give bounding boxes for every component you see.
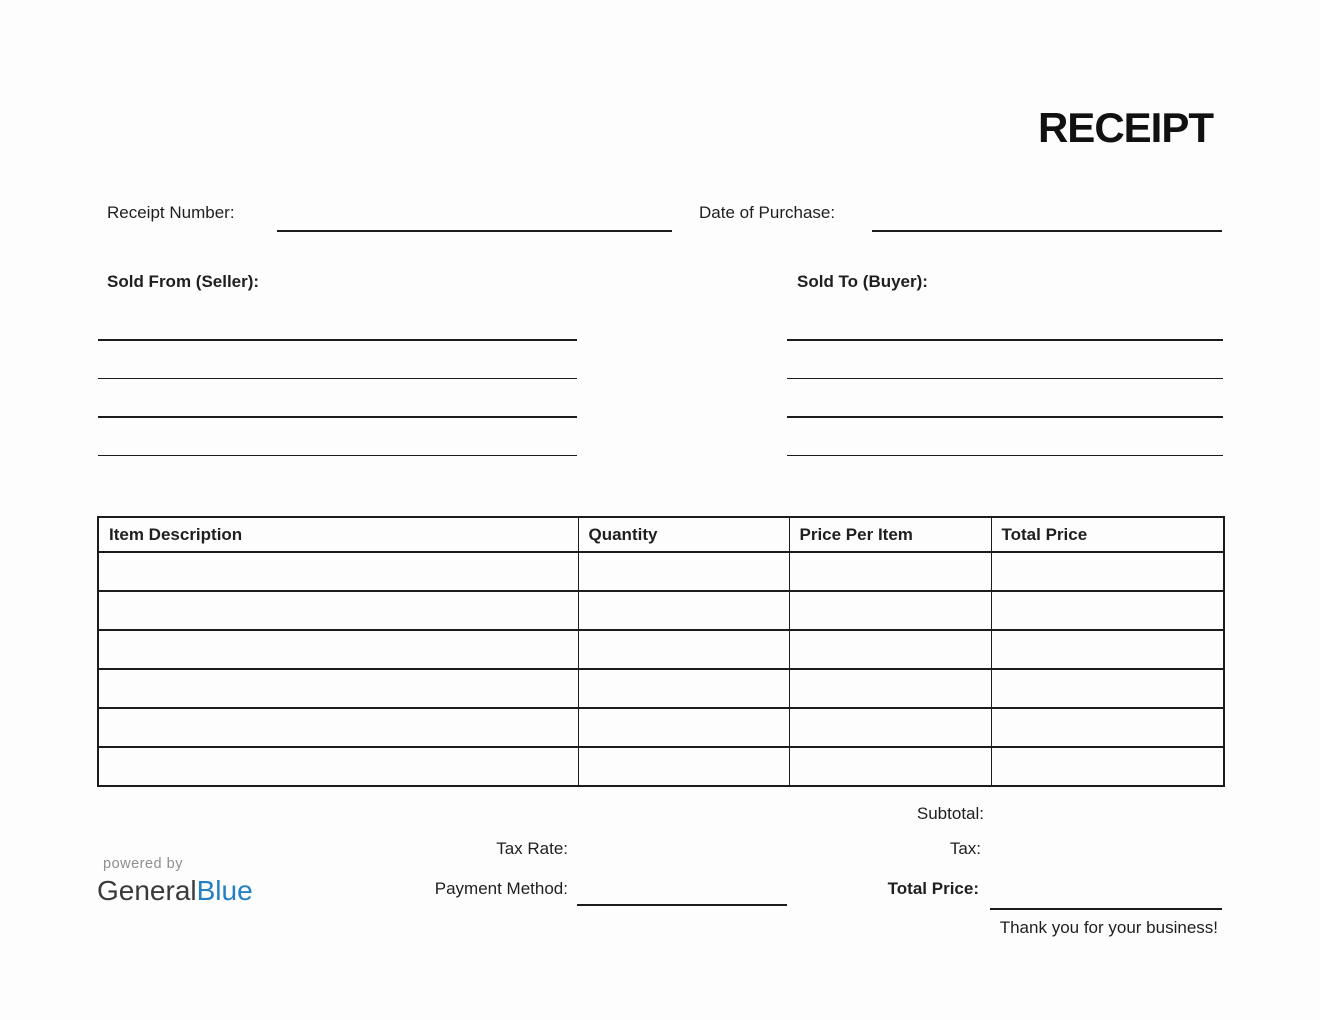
seller-fill-line: [98, 378, 577, 380]
table-cell: [578, 708, 789, 747]
buyer-section-label: Sold To (Buyer):: [797, 272, 928, 291]
brand-blue-text: Blue: [196, 875, 253, 906]
table-row: [98, 669, 1224, 708]
table-cell: [98, 552, 578, 591]
column-header-total-price: Total Price: [991, 517, 1224, 552]
subtotal-label: Subtotal:: [916, 804, 984, 823]
buyer-fill-line: [787, 378, 1223, 380]
buyer-fill-line: [787, 455, 1223, 457]
seller-section-label: Sold From (Seller):: [107, 272, 260, 291]
table-cell: [98, 591, 578, 630]
table-row: [98, 708, 1224, 747]
receipt-number-fill-line: [277, 230, 672, 232]
buyer-fill-line: [787, 416, 1223, 418]
thank-you-message: Thank you for your business!: [999, 918, 1218, 937]
table-cell: [789, 630, 991, 669]
table-cell: [578, 747, 789, 786]
column-header-quantity: Quantity: [578, 517, 789, 552]
page-title: RECEIPT: [1037, 104, 1213, 151]
table-cell: [991, 630, 1224, 669]
receipt-number-label: Receipt Number:: [107, 203, 235, 222]
table-row: [98, 630, 1224, 669]
items-table: [97, 516, 1225, 787]
table-cell: [578, 552, 789, 591]
seller-fill-line: [98, 416, 577, 418]
date-of-purchase-fill-line: [872, 230, 1222, 232]
date-of-purchase-label: Date of Purchase:: [699, 203, 836, 222]
general-blue-logo: [97, 877, 253, 905]
total-price-label: Total Price:: [887, 879, 979, 898]
column-header-item-description: Item Description: [98, 517, 578, 552]
table-cell: [789, 747, 991, 786]
table-cell: [578, 669, 789, 708]
payment-method-label: Payment Method:: [434, 879, 568, 898]
buyer-fill-line: [787, 339, 1223, 341]
table-cell: [98, 747, 578, 786]
table-cell: [789, 669, 991, 708]
brand-general-text: General: [97, 875, 197, 906]
table-row: [98, 747, 1224, 786]
table-cell: [991, 669, 1224, 708]
tax-label: Tax:: [949, 839, 981, 858]
seller-fill-line: [98, 455, 577, 457]
payment-method-fill-line: [577, 904, 787, 906]
buyer-lines: [787, 339, 1223, 493]
table-cell: [578, 630, 789, 669]
table-cell: [98, 669, 578, 708]
seller-lines: [98, 339, 577, 493]
table-cell: [98, 630, 578, 669]
table-cell: [991, 591, 1224, 630]
table-row: [98, 591, 1224, 630]
table-cell: [991, 747, 1224, 786]
powered-by-text: powered by: [103, 856, 183, 872]
tax-rate-label: Tax Rate:: [496, 839, 568, 858]
table-cell: [98, 708, 578, 747]
items-table-header-row: [98, 517, 1224, 552]
table-cell: [991, 708, 1224, 747]
table-row: [98, 552, 1224, 591]
table-cell: [578, 591, 789, 630]
table-cell: [789, 708, 991, 747]
table-cell: [789, 552, 991, 591]
table-cell: [789, 591, 991, 630]
seller-fill-line: [98, 339, 577, 341]
column-header-price-per-item: Price Per Item: [789, 517, 991, 552]
total-price-fill-line: [990, 908, 1222, 910]
table-cell: [991, 552, 1224, 591]
